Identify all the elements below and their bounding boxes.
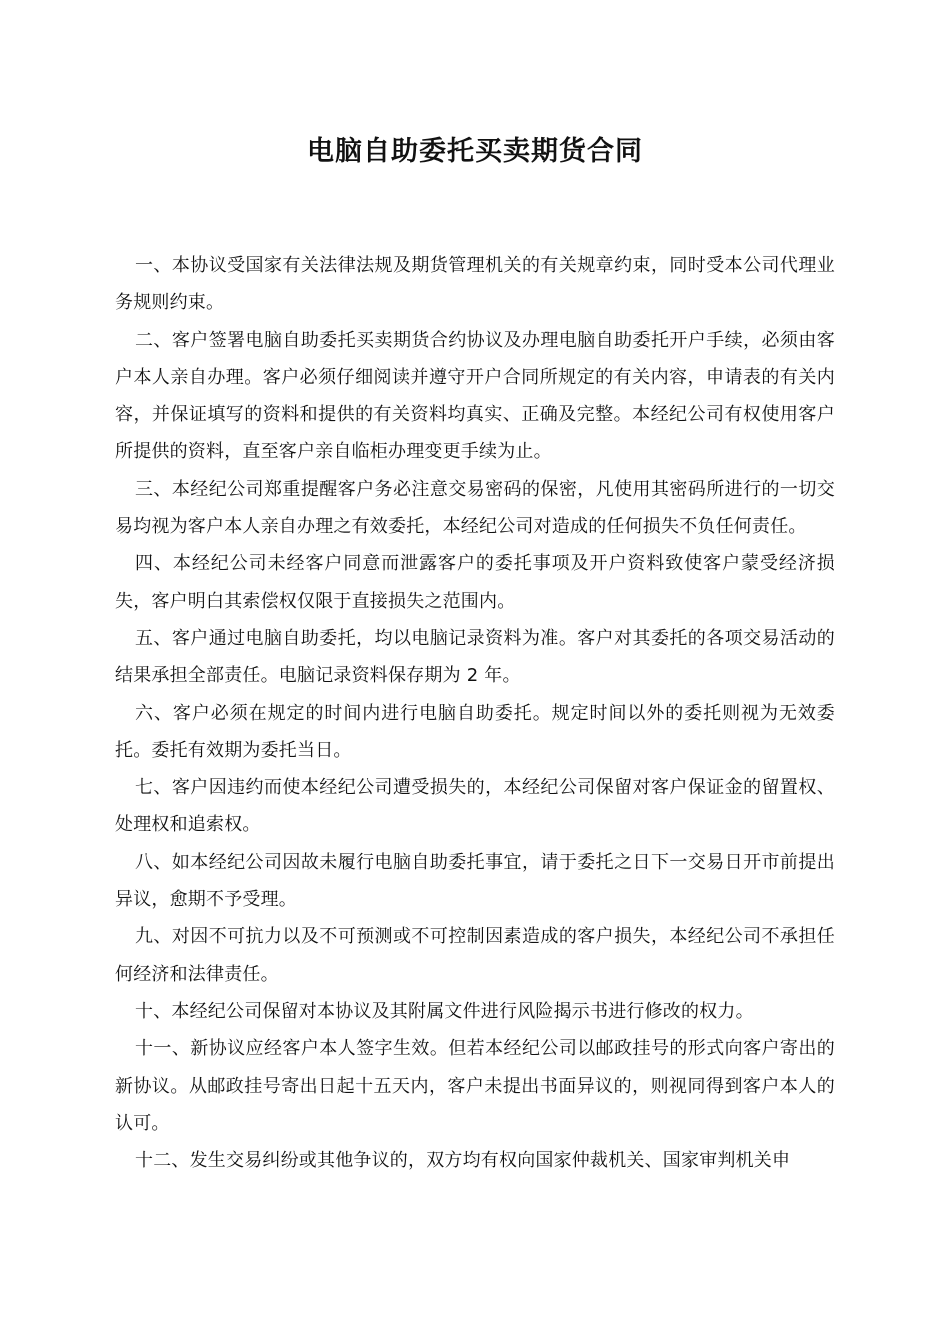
clause-11: 十一、新协议应经客户本人签字生效。但若本经纪公司以邮政挂号的形式向客户寄出的新协议。从邮政挂号寄出日起十五天内，客户未提出书面异议的，则视同得到客户本人的认可。	[115, 1038, 835, 1134]
clause-2: 二、客户签署电脑自助委托买卖期货合约协议及办理电脑自助委托开户手续，必须由客户本人亲自办理。客户必须仔细阅读并遵守开户合同所规定的有关内容，申请表的有关内容，并保证填写的资料和提供的有关资料均真实、正确及完整。本经纪公司有权使用客户所提供的资料，直至客户亲自临柜办理变更手续为止。	[115, 329, 835, 463]
clause-9: 九、对因不可抗力以及不可预测或不可控制因素造成的客户损失，本经纪公司不承担任何经济和法律责任。	[115, 926, 835, 985]
clause-list	[115, 247, 835, 1179]
clause-6: 六、客户必须在规定的时间内进行电脑自助委托。规定时间以外的委托则视为无效委托。委托有效期为委托当日。	[115, 702, 835, 761]
clause-12: 十二、发生交易纠纷或其他争议的，双方均有权向国家仲裁机关、国家审判机关申	[135, 1150, 791, 1172]
clause-5: 五、客户通过电脑自助委托，均以电脑记录资料为准。客户对其委托的各项交易活动的结果承担全部责任。电脑记录资料保存期为 2 年。	[115, 627, 835, 687]
clause-3: 三、本经纪公司郑重提醒客户务必注意交易密码的保密，凡使用其密码所进行的一切交易均视为客户本人亲自办理之有效委托，本经纪公司对造成的任何损失不负任何责任。	[115, 478, 835, 538]
document-title: 电脑自助委托买卖期货合同	[307, 136, 643, 167]
clause-10: 十、本经纪公司保留对本协议及其附属文件进行风险揭示书进行修改的权力。	[135, 1000, 754, 1022]
clause-1: 一、本协议受国家有关法律法规及期货管理机关的有关规章约束，同时受本公司代理业务规则约束。	[115, 255, 835, 314]
clause-8: 八、如本经纪公司因故未履行电脑自助委托事宜，请于委托之日下一交易日开市前提出异议，愈期不予受理。	[115, 851, 835, 911]
clause-4: 四、本经纪公司未经客户同意而泄露客户的委托事项及开户资料致使客户蒙受经济损失，客户明白其索偿权仅限于直接损失之范围内。	[115, 553, 835, 612]
clause-7: 七、客户因违约而使本经纪公司遭受损失的，本经纪公司保留对客户保证金的留置权、处理权和追索权。	[115, 777, 835, 836]
